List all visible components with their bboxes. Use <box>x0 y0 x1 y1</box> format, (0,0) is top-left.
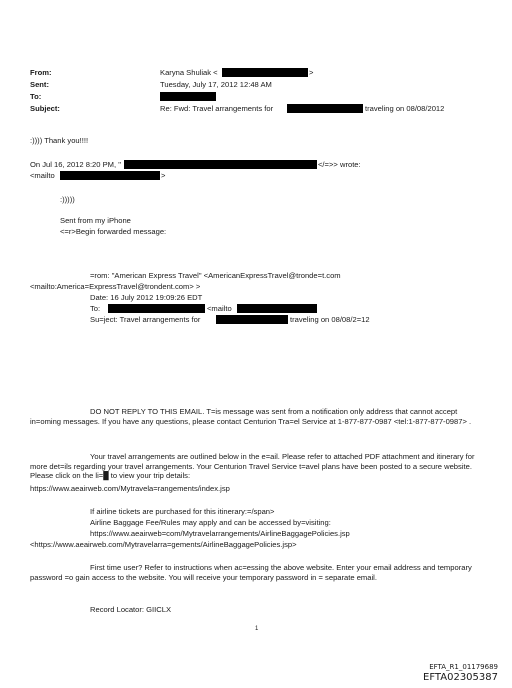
fwd-date-line: Date: 16 July 2012 19:09:26 EDT <box>90 293 203 302</box>
redaction-bar <box>60 171 160 180</box>
bates-id-primary: EFTA_R1_01179689 <box>429 663 498 671</box>
fwd-subject-line: Su=ject: Travel arrangements for <box>90 315 201 324</box>
paragraph-first-time-user: First time user? Refer to instructions when ac=essing the above website. Enter your email address and temporary password =o gain access to the website. You will receive your temporary password in = separate email. <box>30 563 472 582</box>
on-line: On Jul 16, 2012 8:20 PM, " <box>30 160 121 169</box>
redaction-bar <box>108 304 205 313</box>
begin-forwarded-line: <=r>Begin forwarded message: <box>60 227 167 236</box>
page-number: 1 <box>255 626 259 632</box>
baggage-url-2[interactable]: <https://www.aeairweb.com/Mytravelarra=gements/AirlineBaggagePolicies.jsp> <box>30 540 297 549</box>
fwd-subject-tail: traveling on 08/08/2=12 <box>290 315 370 324</box>
paragraph-do-not-reply: DO NOT REPLY TO THIS EMAIL. T=is message was sent from a notification only address that cannot accept in=oming messages. If you have any questions, please contact Centurion Tra=el Service at 1-877-877-0987 <tel:1-877-877-0987> . <box>30 407 472 426</box>
baggage-url[interactable]: https://www.aeairweb=com/Mytravelarrangements/AirlineBaggagePolicies.jsp <box>90 529 350 538</box>
subject-tail: traveling on 08/08/2012 <box>365 104 445 113</box>
fwd-from-line: =rom: "American Express Travel" <AmericanExpressTravel@tronde=t.com <box>90 271 341 280</box>
redaction-bar <box>287 104 363 113</box>
redaction-bar <box>222 68 308 77</box>
airline-tickets-line: If airline tickets are purchased for this itinerary:=/span> <box>90 507 275 516</box>
record-locator: Record Locator: GIICLX <box>90 605 172 614</box>
subject-label: Subject: <box>30 104 60 113</box>
wrote-line: </=>> wrote: <box>318 160 361 169</box>
bates-id-secondary: EFTA02305387 <box>423 672 498 683</box>
thanks-line: :)))) Thank you!!!! <box>30 136 89 145</box>
to-label: To: <box>30 92 42 101</box>
subject-value: Re: Fwd: Travel arrangements for <box>160 104 274 113</box>
mailto-end: > <box>161 171 166 180</box>
sent-label: Sent: <box>30 80 49 89</box>
from-end: > <box>309 68 314 77</box>
from-value: Karyna Shuliak < <box>160 68 218 77</box>
fwd-to-mailto: <mailto <box>207 304 232 313</box>
trip-url[interactable]: https://www.aeairweb.com/Mytravela=rangements/index.jsp <box>30 484 230 493</box>
fwd-from-line-2: <mailto:America=ExpressTravel@trondent.com> > <box>30 282 201 291</box>
fwd-to-line: To: <box>90 304 101 313</box>
redaction-bar <box>237 304 317 313</box>
paragraph-arrangements: Your travel arrangements are outlined below in the e=ail. Please refer to attached PDF attachment and itinerary for more det=ils regarding your travel arrangements. Your Centurion Travel Service t=avel plans have been posted to a secure website. Please click on the li=█ to view your trip details: <box>30 452 475 481</box>
smile-line: :))))) <box>60 195 75 204</box>
sent-value: Tuesday, July 17, 2012 12:48 AM <box>160 80 272 89</box>
sent-from-line: Sent from my iPhone <box>60 216 131 225</box>
from-label: From: <box>30 68 52 77</box>
redaction-bar <box>160 92 216 101</box>
mailto-line: <mailto <box>30 171 55 180</box>
baggage-fee-line: Airline Baggage Fee/Rules may apply and can be accessed by=visiting: <box>90 518 331 527</box>
redaction-bar <box>124 160 317 169</box>
redaction-bar <box>216 315 288 324</box>
